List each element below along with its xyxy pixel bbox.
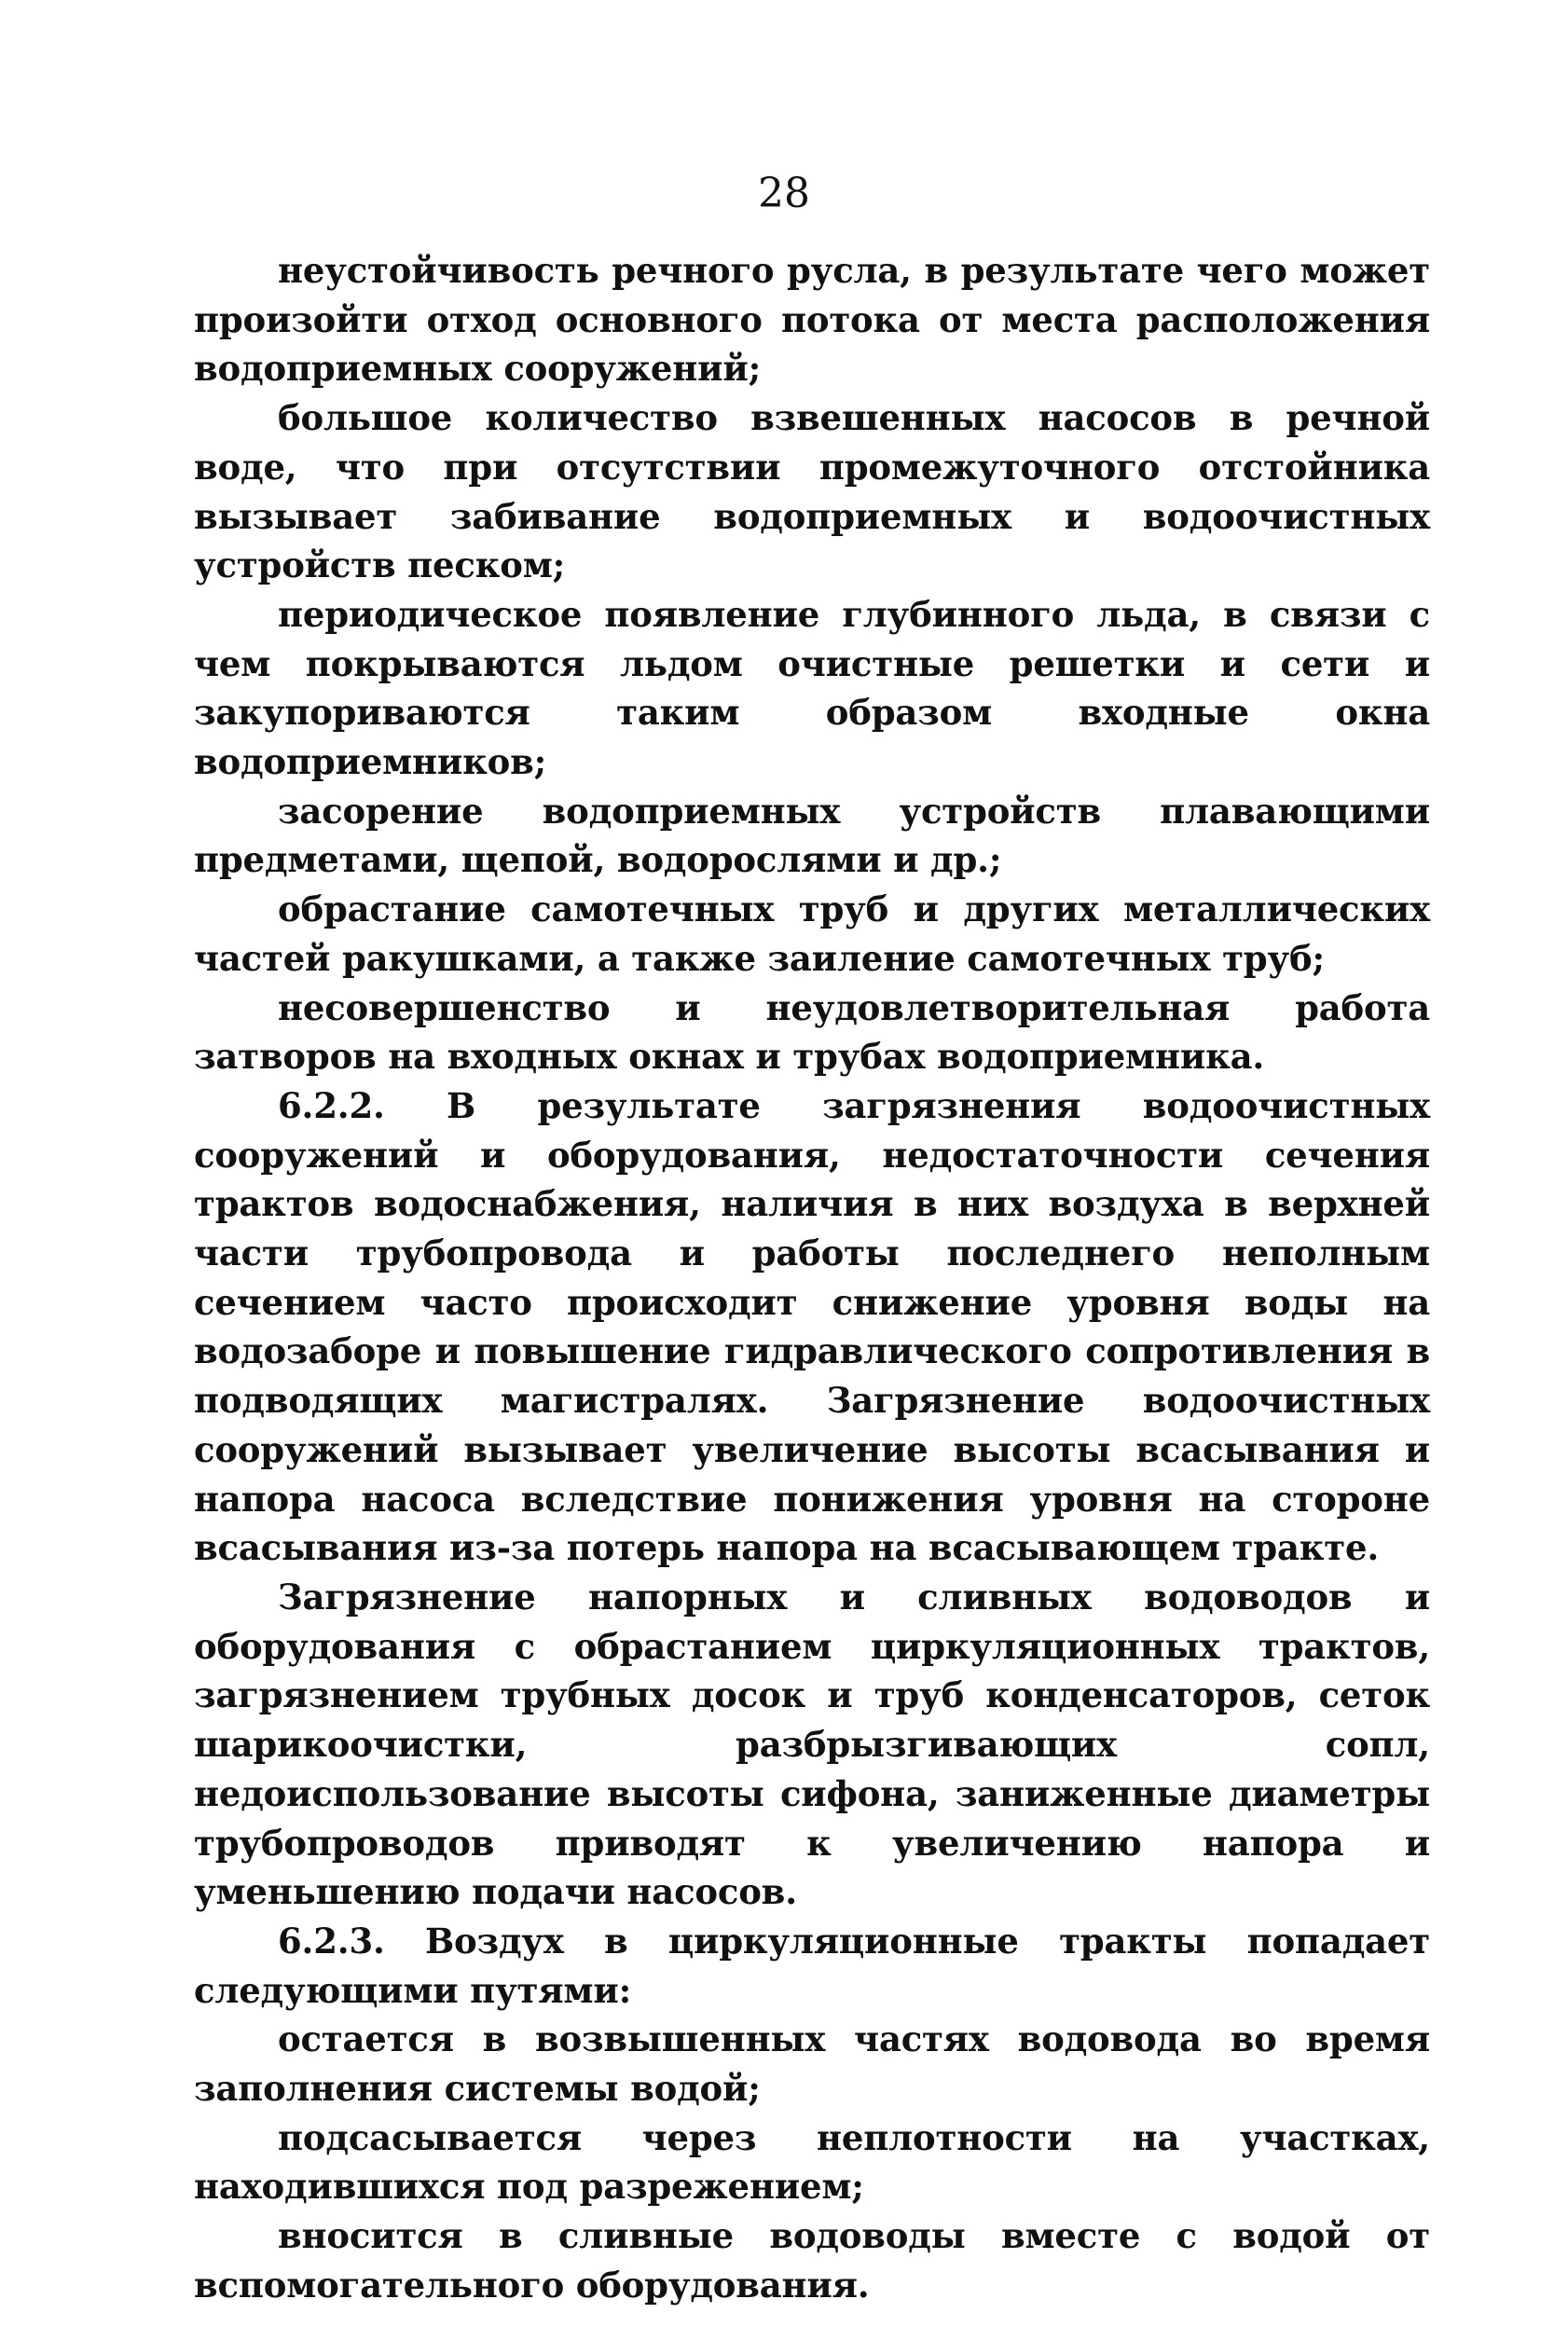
paragraph-section-6-2-2: 6.2.2. В результате загрязнения водоочистных сооружений и оборудования, недостаточности сечения трактов водоснабжения, наличия в них воздуха в верхней части трубопровода и работы последнего неполным сечением часто происходит снижение уровня воды на водозаборе и повышение гидравлического сопротивления в подводящих магистралях. Загрязнение водоочистных сооружений вызывает увеличение высоты всасывания и напора насоса вследствие понижения уровня на стороне всасывания из-за потерь напора на всасывающем тракте. [194, 1084, 1430, 1569]
paragraph-pressure-conduits: Загрязнение напорных и сливных водоводов и оборудования с обрастанием циркуляционных трактов, загрязнением трубных досок и труб конденсаторов, сеток шарикоочистки, разбрызгивающих сопл, недоиспользование высоты сифона, заниженные диаметры трубопроводов приводят к увеличению напора и уменьшению подачи насосов. [194, 1576, 1430, 1913]
paragraph-fouling: обрастание самотечных труб и других металлических частей ракушками, а также заиление самотечных труб; [194, 888, 1430, 979]
paragraph-air-in-high-points: остается в возвышенных частях водовода во время заполнения системы водой; [194, 2018, 1430, 2110]
body-text [194, 246, 1430, 2310]
paragraph-air-suction: подсасывается через неплотности на участках, находившихся под разрежением; [194, 2116, 1430, 2208]
paragraph-section-6-2-3: 6.2.3. Воздух в циркуляционные тракты попадает следующими путями: [194, 1920, 1430, 2011]
paragraph-suspended-particles: большое количество взвешенных насосов в речной воде, что при отсутствии промежуточного отстойника вызывает забивание водоприемных и водоочистных устройств песком; [194, 397, 1430, 586]
paragraph-deep-ice: периодическое появление глубинного льда, в связи с чем покрываются льдом очистные решетки и сети и закупориваются таким образом входные окна водоприемников; [194, 593, 1430, 783]
paragraph-gate-defects: несовершенство и неудовлетворительная работа затворов на входных окнах и трубах водоприемника. [194, 986, 1430, 1078]
paragraph-air-from-auxiliary: вносится в сливные водоводы вместе с водой от вспомогательного оборудования. [194, 2215, 1430, 2306]
page-number: 28 [758, 170, 810, 217]
paragraph-floating-debris: засорение водоприемных устройств плавающими предметами, щепой, водорослями и др.; [194, 790, 1430, 881]
paragraph-riverbed-instability: неустойчивость речного русла, в результате чего может произойти отход основного потока от места расположения водоприемных сооружений; [194, 250, 1430, 390]
